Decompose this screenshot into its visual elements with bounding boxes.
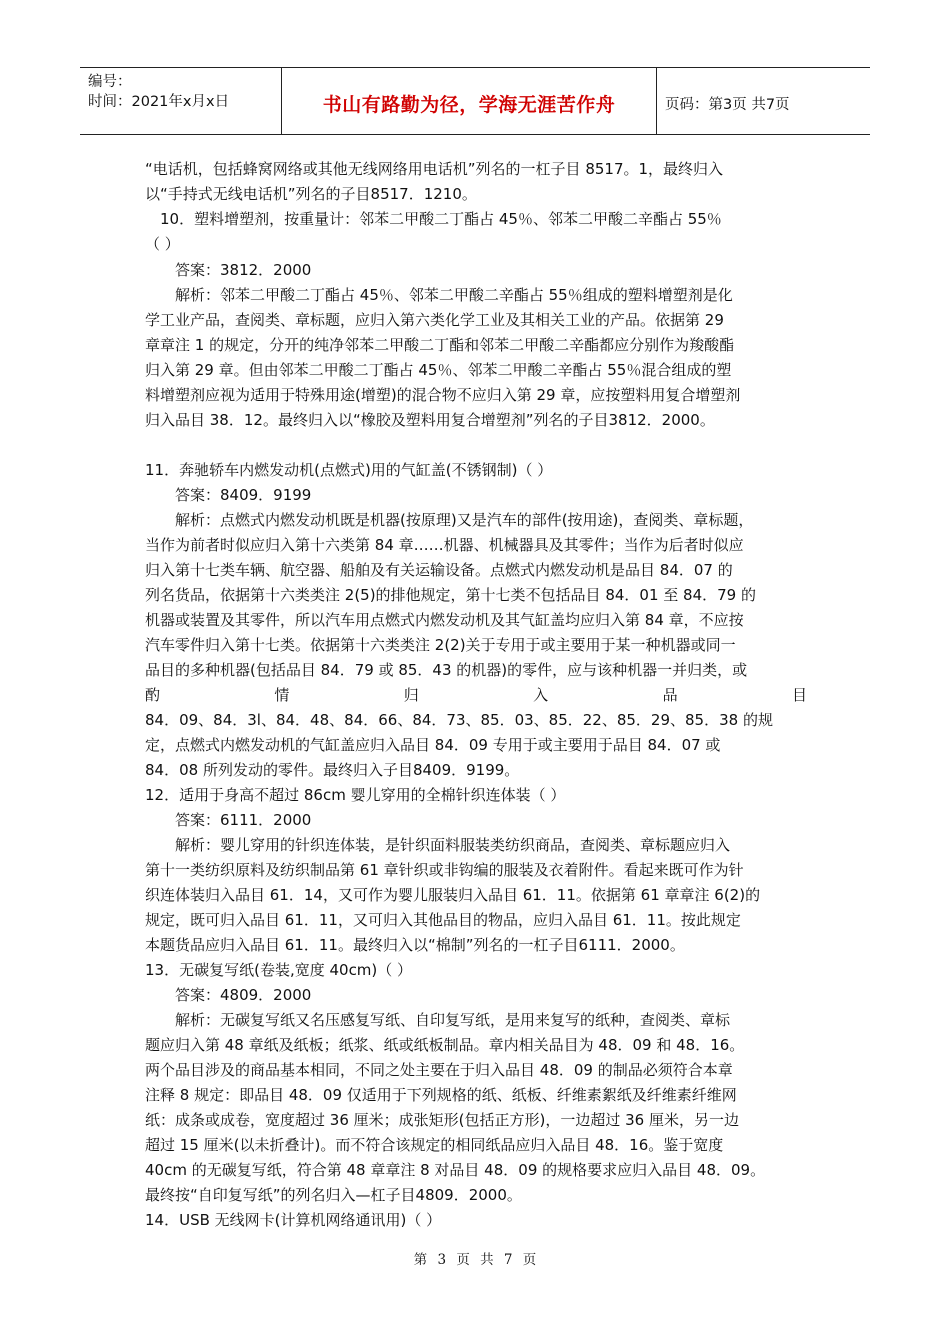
text-line: 章章注 1 的规定，分开的纯净邻苯二甲酸二丁酯和邻苯二甲酸二辛酯都应分别作为羧酸酯 xyxy=(145,336,735,354)
spread-char: 归 xyxy=(403,686,419,704)
text-line: 汽车零件归入第十七类。依据第十六类类注 2(2)关于专用于或主要用于某一种机器或同一 xyxy=(145,636,736,654)
text-line: 学工业产品，查阅类、章标题，应归入第六类化学工业及其相关工业的产品。依据第 29 xyxy=(145,311,724,329)
spread-char: 目 xyxy=(791,686,807,704)
spread-text-line xyxy=(145,684,807,706)
text-line: 织连体装归入品目 61．14，又可作为婴儿服装归入品目 61．11。依据第 61 章章注 6(2)的 xyxy=(145,886,761,904)
text-line: 超过 15 厘米(以未折叠计)。而不符合该规定的相同纸品应归入品目 48．16。鉴于宽度 xyxy=(145,1136,724,1154)
text-line: 当作为前者时似应归入第十六类第 84 章……机器、机械器具及其零件；当作为后者时似应 xyxy=(145,536,744,554)
text-line: 11．奔驰轿车内燃发动机(点燃式)用的气缸盖(不锈钢制)（ ） xyxy=(145,461,553,479)
spread-char: 酌 xyxy=(145,686,161,704)
text-line: 归入品目 38．12。最终归入以“橡胶及塑料用复合增塑剂”列名的子目3812．2000。 xyxy=(145,411,715,429)
text-line: 答案：3812．2000 xyxy=(145,261,312,279)
text-line: 最终按“自印复写纸”的列名归入—杠子目4809．2000。 xyxy=(145,1186,522,1204)
text-line: 两个品目涉及的商品基本相同，不同之处主要在于归入品目 48．09 的制品必须符合本章 xyxy=(145,1061,733,1079)
text-line: 解析：邻苯二甲酸二丁酯占 45％、邻苯二甲酸二辛酯占 55％组成的塑料增塑剂是化 xyxy=(145,286,733,304)
text-line: 注释 8 规定：即品目 48．09 仅适用于下列规格的纸、纸板、纤维素絮纸及纤维素纤维网 xyxy=(145,1086,737,1104)
text-line: 本题货品应归入品目 61．11。最终归入以“棉制”列名的一杠子目6111．2000。 xyxy=(145,936,685,954)
text-line: 答案：6111．2000 xyxy=(145,811,312,829)
number-label: 编号： xyxy=(88,74,132,90)
text-line: 解析：无碳复写纸又名压感复写纸、自印复写纸，是用来复写的纸种，查阅类、章标 xyxy=(145,1011,731,1029)
text-line: 12．适用于身高不超过 86cm 婴儿穿用的全棉针织连体装（ ） xyxy=(145,786,566,804)
page-header xyxy=(80,67,870,135)
text-line: 题应归入第 48 章纸及纸板；纸浆、纸或纸板制品。章内相关品目为 48．09 和 48．16。 xyxy=(145,1036,745,1054)
text-line: 14．USB 无线网卡(计算机网络通讯用)（ ） xyxy=(145,1211,442,1229)
text-line: 纸：成条或成卷，宽度超过 36 厘米；成张矩形(包括正方形)，一边超过 36 厘米，另一边 xyxy=(145,1111,739,1129)
text-line: 以“手持式无线电话机”列名的子目8517．1210。 xyxy=(145,185,477,203)
text-line: 归入第 29 章。但由邻苯二甲酸二丁酯占 45％、邻苯二甲酸二辛酯占 55％混合组成的塑 xyxy=(145,361,732,379)
text-line: 品目的多种机器(包括品目 84．79 或 85．43 的机器)的零件，应与该种机器一并归类，或 xyxy=(145,661,748,679)
spread-char: 情 xyxy=(274,686,290,704)
text-line: 解析：婴儿穿用的针织连体装，是针织面料服装类纺织商品，查阅类、章标题应归入 xyxy=(145,836,731,854)
text-line: 解析：点燃式内燃发动机既是机器(按原理)又是汽车的部件(按用途)，查阅类、章标题， xyxy=(145,511,754,529)
text-line: 料增塑剂应视为适用于特殊用途(增塑)的混合物不应归入第 29 章，应按塑料用复合增塑剂 xyxy=(145,386,741,404)
time-label: 时间：2021年x月x日 xyxy=(88,94,230,110)
header-motto: 书山有路勤为径，学海无涯苦作舟 xyxy=(322,94,616,116)
text-line: 10．塑料增塑剂，按重量计：邻苯二甲酸二丁酯占 45％、邻苯二甲酸二辛酯占 55％ xyxy=(145,210,722,228)
text-line: 列名货品，依据第十六类类注 2(5)的排他规定，第十七类不包括品目 84．01 至 84．79 的 xyxy=(145,586,756,604)
text-line: 13．无碳复写纸(卷装,宽度 40cm)（ ） xyxy=(145,961,413,979)
text-line: （ ） xyxy=(145,235,180,253)
text-line: “电话机，包括蜂窝网络或其他无线网络用电话机”列名的一杠子目 8517。1，最终归入 xyxy=(145,160,724,178)
text-line: 机器或装置及其零件，所以汽车用点燃式内燃发动机及其气缸盖均应归入第 84 章，不应按 xyxy=(145,611,744,629)
text-line: 84．08 所列发动的零件。最终归入子目8409．9199。 xyxy=(145,761,520,779)
text-line: 定，点燃式内燃发动机的气缸盖应归入品目 84．09 专用于或主要用于品目 84．07 或 xyxy=(145,736,721,754)
text-line: 归入第十七类车辆、航空器、船舶及有关运输设备。点燃式内燃发动机是品目 84．07 的 xyxy=(145,561,733,579)
text-line: 第十一类纺织原料及纺织制品第 61 章针织或非钩编的服装及衣着附件。看起来既可作为针 xyxy=(145,861,744,879)
header-divider xyxy=(281,68,282,134)
spread-char: 品 xyxy=(662,686,678,704)
text-line: 40cm 的无碳复写纸，符合第 48 章章注 8 对品目 48．09 的规格要求应归入品目 48．09。 xyxy=(145,1161,766,1179)
header-divider xyxy=(656,68,657,134)
spread-char: 入 xyxy=(533,686,549,704)
text-line: 84．09、84．3l、84．48、84．66、84．73、85．03、85．22、85．29、85．38 的规 xyxy=(145,711,773,729)
text-line: 规定，既可归入品目 61．11，又可归入其他品目的物品，应归入品目 61．11。按此规定 xyxy=(145,911,741,929)
header-left-cell xyxy=(88,72,278,112)
page-footer: 第 3 页 共 7 页 xyxy=(413,1252,537,1268)
header-page-label: 页码：第3页 共7页 xyxy=(665,97,790,113)
text-line: 答案：4809．2000 xyxy=(145,986,312,1004)
text-line: 答案：8409．9199 xyxy=(145,486,312,504)
